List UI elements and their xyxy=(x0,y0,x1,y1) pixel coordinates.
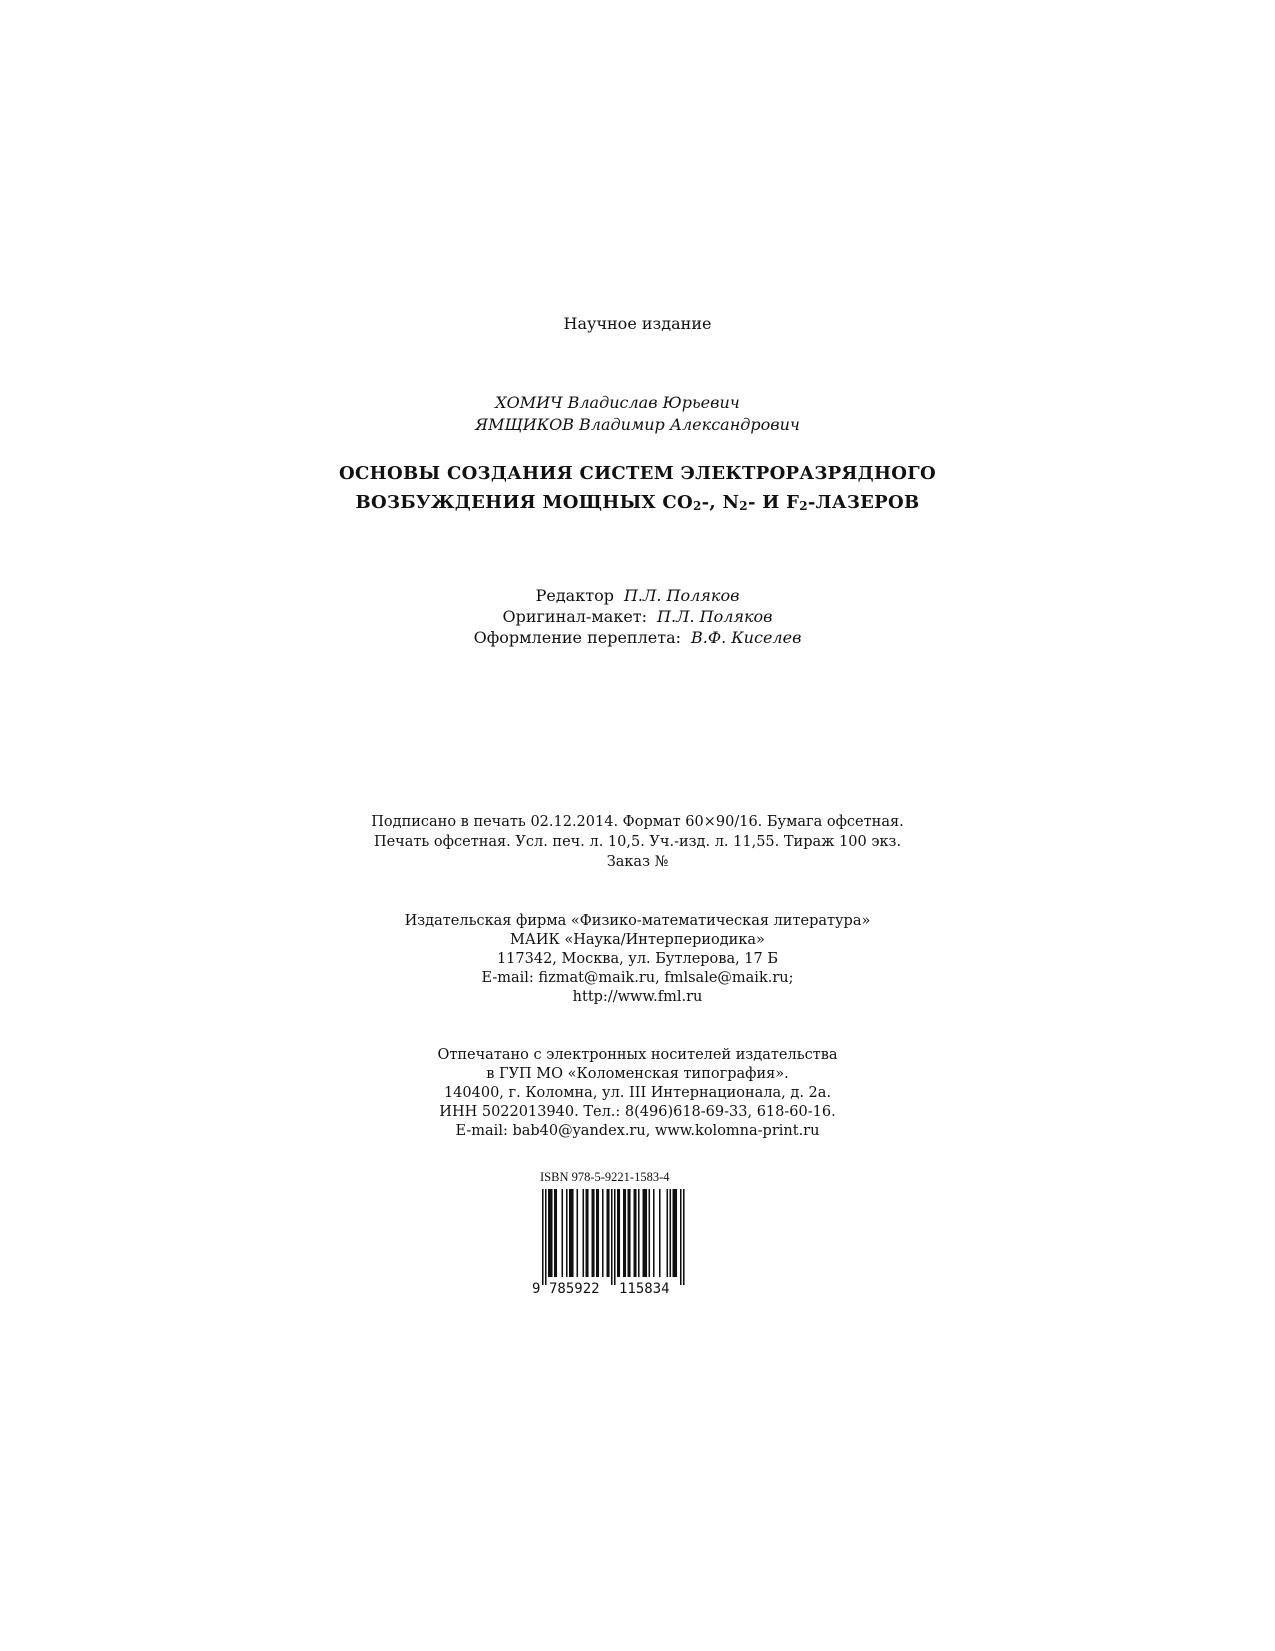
author-1-surname: ХОМИЧ xyxy=(495,393,563,412)
credit-layout xyxy=(0,606,1275,627)
author-1-name: Владислав Юрьевич xyxy=(567,393,740,412)
barcode-bar xyxy=(676,1189,678,1277)
barcode-bar xyxy=(623,1189,625,1277)
barcode-bar xyxy=(673,1189,675,1277)
title-line-2-mid-2: - И F xyxy=(747,492,800,513)
title-line-2-prefix: ВОЗБУЖДЕНИЯ МОЩНЫХ CO xyxy=(355,492,693,513)
credit-editor-role: Редактор xyxy=(535,586,614,605)
barcode-bar xyxy=(593,1189,595,1277)
publisher-line-2: МАИК «Наука/Интерпериодика» xyxy=(510,932,765,948)
credit-binding-role: Оформление переплета: xyxy=(473,628,681,647)
barcode-bar xyxy=(683,1189,685,1285)
publisher-line-4: E-mail: fizmat@maik.ru, fmlsale@maik.ru; xyxy=(481,970,794,986)
barcode-bar xyxy=(572,1189,574,1277)
barcode-bar xyxy=(625,1189,627,1277)
edition-type-text: Научное издание xyxy=(563,314,712,333)
printing-line-2: Печать офсетная. Усл. печ. л. 10,5. Уч.-изд. л. 11,55. Тираж 100 экз. xyxy=(373,834,902,850)
barcode-bar xyxy=(643,1189,645,1277)
subscript-3: 2 xyxy=(799,499,808,513)
barcode-bar xyxy=(545,1189,547,1285)
barcode-bar xyxy=(586,1189,588,1277)
barcode-bar xyxy=(577,1189,579,1277)
title-line-2-suffix: -ЛАЗЕРОВ xyxy=(807,492,920,513)
barcode xyxy=(532,1189,692,1297)
author-1 xyxy=(0,392,1255,414)
credit-layout-person: П.Л. Поляков xyxy=(657,607,773,626)
barcode-bar xyxy=(571,1189,573,1277)
barcode-bar xyxy=(614,1189,616,1285)
printing-info xyxy=(0,812,1275,872)
credit-layout-role: Оригинал-макет: xyxy=(502,607,648,626)
credit-editor-person: П.Л. Поляков xyxy=(623,586,740,605)
barcode-bars xyxy=(542,1189,685,1285)
barcode-bar xyxy=(617,1189,619,1277)
subscript-2: 2 xyxy=(739,499,748,513)
credit-editor xyxy=(0,585,1275,606)
barcode-bar xyxy=(607,1189,609,1277)
printer-line-4: ИНН 5022013940. Тел.: 8(496)618-69-33, 618-60-16. xyxy=(439,1104,836,1120)
printer-line-3: 140400, г. Коломна, ул. III Интернационала, д. 2а. xyxy=(443,1085,832,1101)
credit-binding-person: В.Ф. Киселев xyxy=(691,628,802,647)
barcode-bar xyxy=(635,1189,637,1277)
isbn-label: ISBN 978-5-9221-1583-4 xyxy=(540,1170,670,1184)
barcode-bar xyxy=(674,1189,676,1277)
isbn-block xyxy=(532,1170,702,1297)
printer-line-2: в ГУП МО «Коломенская типография». xyxy=(486,1066,789,1082)
barcode-bar xyxy=(644,1189,646,1277)
printer-info xyxy=(0,1046,1275,1141)
authors xyxy=(0,392,1275,436)
printing-line-3: Заказ № xyxy=(606,854,669,870)
barcode-bar xyxy=(566,1189,568,1277)
barcode-digits xyxy=(532,1281,670,1297)
barcode-bar xyxy=(598,1189,600,1277)
barcode-bar xyxy=(659,1189,661,1277)
barcode-bar xyxy=(587,1189,589,1277)
barcode-bar xyxy=(634,1189,636,1277)
book-title xyxy=(0,459,1275,521)
barcode-bar xyxy=(551,1189,553,1277)
barcode-bar xyxy=(562,1189,564,1277)
printer-line-5: E-mail: bab40@yandex.ru, www.kolomna-print.ru xyxy=(455,1123,820,1139)
barcode-bar xyxy=(602,1189,604,1277)
edition-type xyxy=(0,314,1275,333)
credit-binding xyxy=(0,627,1275,648)
barcode-bar xyxy=(569,1189,571,1277)
barcode-bar xyxy=(638,1189,640,1277)
barcode-digits-right: 115834 xyxy=(619,1281,670,1297)
barcode-bar xyxy=(670,1189,672,1277)
author-2 xyxy=(0,414,1275,436)
author-2-surname: ЯМЩИКОВ xyxy=(475,415,574,434)
barcode-bar xyxy=(556,1189,558,1277)
barcode-bar xyxy=(592,1189,594,1277)
barcode-bar xyxy=(554,1189,556,1277)
barcode-bar xyxy=(619,1189,621,1277)
barcode-bar xyxy=(542,1189,544,1285)
author-2-name: Владимир Александрович xyxy=(579,415,800,434)
printing-line-1: Подписано в печать 02.12.2014. Формат 60×90/16. Бумага офсетная. xyxy=(371,814,904,830)
barcode-bar xyxy=(649,1189,651,1277)
barcode-bar xyxy=(583,1189,585,1277)
barcode-digit-first: 9 xyxy=(532,1281,541,1297)
title-line-2 xyxy=(0,488,1275,521)
title-line-1: ОСНОВЫ СОЗДАНИЯ СИСТЕМ ЭЛЕКТРОРАЗРЯДНОГО xyxy=(339,463,936,484)
subscript-1: 2 xyxy=(692,499,702,513)
printer-line-1: Отпечатано с электронных носителей издательства xyxy=(437,1047,838,1063)
barcode-bar xyxy=(550,1189,552,1277)
barcode-bar xyxy=(629,1189,631,1277)
title-line-2-mid-1: -, N xyxy=(701,492,740,513)
barcode-bar xyxy=(680,1189,682,1285)
barcode-bar xyxy=(608,1189,610,1277)
barcode-bar xyxy=(548,1189,550,1277)
barcode-bar xyxy=(646,1189,648,1277)
barcode-bar xyxy=(596,1189,598,1277)
credits xyxy=(0,585,1275,648)
publisher-info xyxy=(0,912,1275,1007)
barcode-bar xyxy=(628,1189,630,1277)
publisher-line-1: Издательская фирма «Физико-математическая литература» xyxy=(404,913,871,929)
barcode-bar xyxy=(611,1189,613,1285)
barcode-bar xyxy=(653,1189,655,1277)
barcode-digits-left: 785922 xyxy=(549,1281,600,1297)
publisher-line-5: http://www.fml.ru xyxy=(572,989,703,1005)
barcode-bar xyxy=(667,1189,669,1277)
publisher-line-3: 117342, Москва, ул. Бутлерова, 17 Б xyxy=(496,951,779,967)
